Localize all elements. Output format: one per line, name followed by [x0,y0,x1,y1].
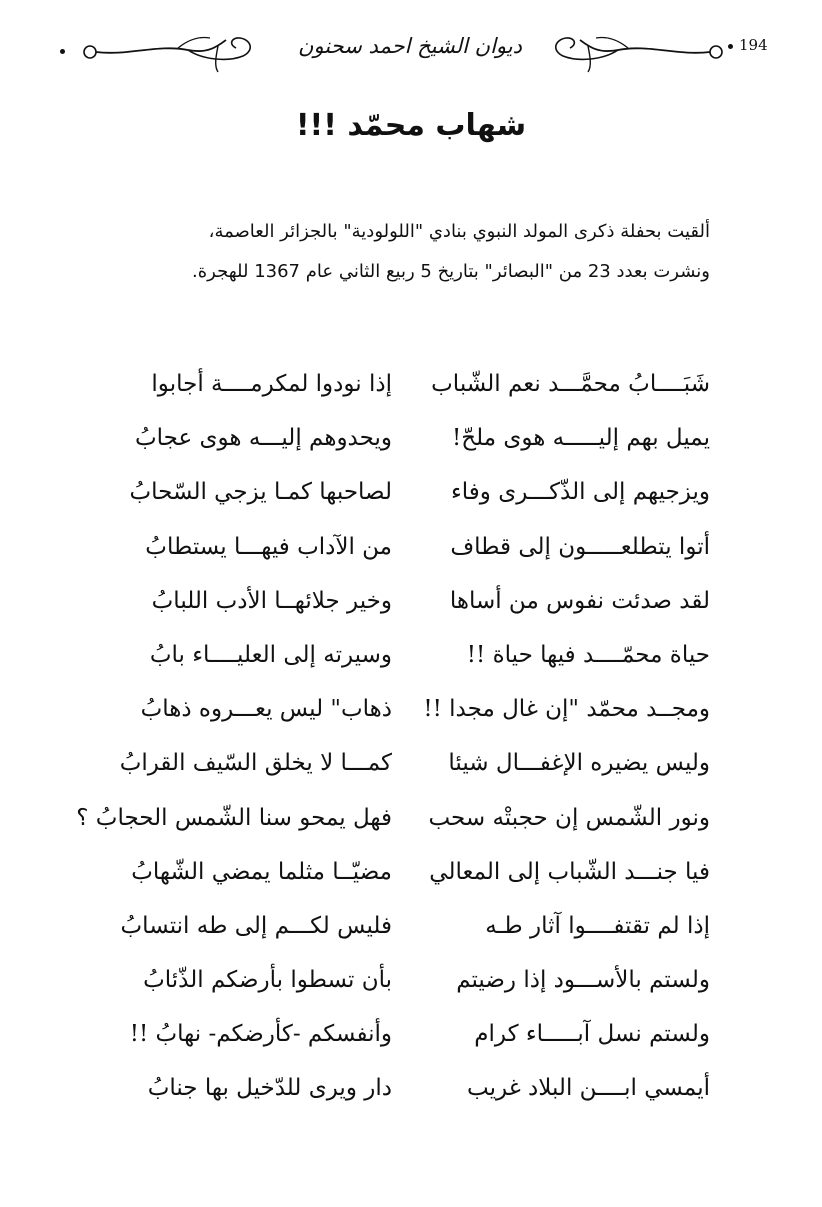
verse-first-hemistich: يميل بهم إليـــــه هوى ملحّ! [451,425,710,452]
verse-second-hemistich: إذا نودوا لمكرمــــة أجابوا [151,371,392,397]
verse [0,1068,822,1122]
book-title: ديوان الشيخ احمد سحنون [298,34,522,58]
verse-first-hemistich: فيا جنـــد الشّباب إلى المعالي [429,858,710,885]
verse-first-hemistich: ويزجيهم إلى الذّكـــرى وفاء [450,479,710,506]
flourish-icon [538,26,738,74]
verse-second-hemistich: وسيرته إلى العليــــاء بابُ [149,641,392,668]
verse [0,852,822,906]
verse [0,1014,822,1068]
header-dot [60,49,65,54]
verse-second-hemistich: فهل يمحو سنا الشّمس الحجابُ ؟ [76,804,392,831]
verse-second-hemistich: بأن تسطوا بأرضكم الذّئابُ [143,967,392,994]
poem-intro [50,212,710,292]
verse [0,689,822,743]
verse [0,418,822,472]
verse-second-hemistich: من الآداب فيهـــا يستطابُ [145,533,392,560]
verse-second-hemistich: ذهاب" ليس يعـــروه ذهابُ [140,696,392,723]
page-number-text: 194 [739,36,768,54]
verse-first-hemistich: ونور الشّمس إن حجبتْه سحب [428,804,710,831]
verse-first-hemistich: شَبَــــابُ محمَّـــد نعم الشّباب [431,371,710,397]
verse [0,906,822,960]
verse [0,960,822,1014]
verse [0,364,822,418]
verse-first-hemistich: أيمسي ابــــن البلاد غريب [467,1075,710,1102]
poem-title: شهاب محمّد !!! [295,108,527,143]
flourish-icon [68,26,268,74]
verse-second-hemistich: فليس لكـــم إلى طه انتسابُ [120,912,392,939]
verse-second-hemistich: لصاحبها كمـا يزجي السّحابُ [129,479,392,506]
verse-first-hemistich: حياة محمّــــد فيها حياة !! [466,641,710,668]
flourish-ornament-left [68,26,268,74]
verse [0,743,822,797]
verse-first-hemistich: ولستم بالأســـود إذا رضيتم [456,967,710,994]
verse-second-hemistich: مضيّــا مثلما يمضي الشّهابُ [131,858,392,885]
verse-second-hemistich: ويحدوهم إليـــه هوى عجابُ [134,425,392,452]
verse [0,581,822,635]
verse-first-hemistich: ولستم نسل آبـــــاء كرام [474,1021,710,1048]
poem-body [0,364,822,1123]
page-number [728,36,768,54]
header-dot [728,44,733,49]
page-header [60,22,768,78]
verse-second-hemistich: وخير جلائهــا الأدب اللبابُ [151,587,392,614]
verse [0,635,822,689]
verse-first-hemistich: وليس يضيره الإغفـــال شيئا [448,750,710,777]
verse-first-hemistich: لقد صدئت نفوس من أساها [449,587,710,614]
verse-second-hemistich: كمـــا لا يخلق السّيف القرابُ [119,750,392,777]
intro-line: ونشرت بعدد 23 من "البصائر" بتاريخ 5 ربيع الثاني عام 1367 للهجرة. [192,261,710,282]
intro-line: ألقيت بحفلة ذكرى المولد النبوي بنادي "اللولودية" بالجزائر العاصمة، [208,221,710,242]
verse-second-hemistich: دار ويرى للدّخيل بها جنابُ [147,1075,392,1102]
verse [0,527,822,581]
verse-first-hemistich: إذا لم تقتفــــوا آثار طـه [485,912,710,939]
verse [0,472,822,526]
verse-first-hemistich: أتوا يتطلعـــــون إلى قطاف [450,533,710,560]
verse-second-hemistich: وأنفسكم -كأرضكم- نهابُ !! [129,1021,392,1048]
flourish-ornament-right [538,26,738,74]
verse [0,798,822,852]
verse-first-hemistich: ومجــد محمّد "إن غال مجدا !! [423,696,710,723]
